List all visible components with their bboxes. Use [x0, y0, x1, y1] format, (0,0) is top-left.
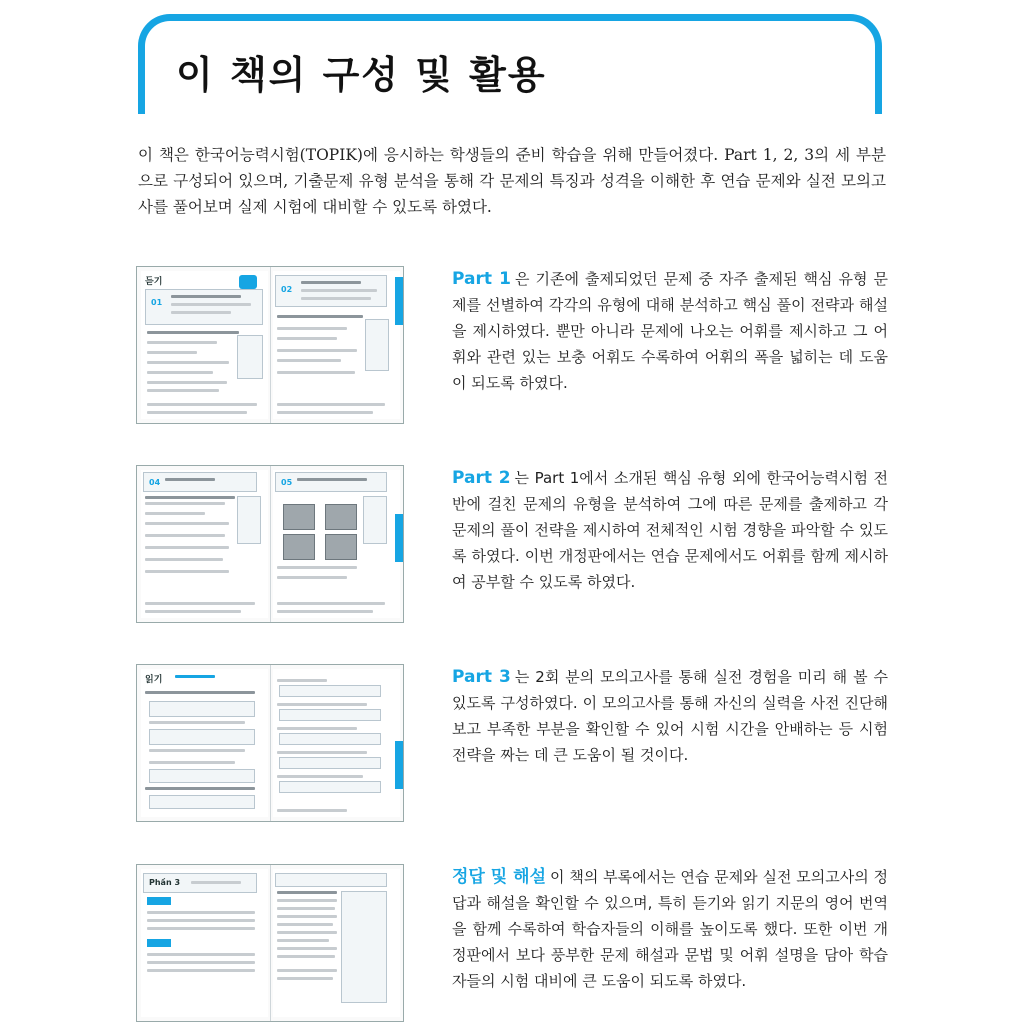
answers-description	[452, 864, 888, 994]
section-part-2	[136, 465, 888, 625]
part-2-label: Part 2	[452, 468, 511, 488]
part-1-description	[452, 266, 888, 396]
part-3-text: 는 2회 분의 모의고사를 통해 실전 경험을 미리 해 볼 수 있도록 구성하였다. 이 모의고사를 통해 자신의 실력을 사전 진단해 보고 부족한 부분을 확인할 수 있어 시험 시간을 안배하는 등 시험 전략을 짜는 데 큰 도움이 될 것이다.	[452, 668, 888, 764]
page-title: 이 책의 구성 및 활용	[176, 53, 547, 97]
part-3-label: Part 3	[452, 667, 511, 687]
part-2-text: 는 Part 1에서 소개된 핵심 유형 외에 한국어능력시험 전반에 걸친 문제의 유형을 분석하여 그에 따른 문제를 출제하고 각 문제의 풀이 전략을 제시하여 전체적인 시험 경향을 파악할 수 있도록 하였다. 이번 개정판에서는 연습 문제에서도 어휘를 함께 제시하여 공부할 수 있도록 하였다.	[452, 469, 888, 591]
thumb-tag-left: 읽기	[145, 675, 163, 685]
section-answers	[136, 864, 888, 1024]
answers-label: 정답 및 해설	[452, 867, 547, 887]
thumb-tag-left: 듣기	[145, 277, 163, 287]
part-3-description	[452, 664, 888, 768]
part-3-page-thumbnail	[136, 664, 404, 822]
part-2-page-thumbnail: 04 05	[136, 465, 404, 623]
answers-text: 이 책의 부록에서는 연습 문제와 실전 모의고사의 정답과 해설을 확인할 수 있으며, 특히 듣기와 읽기 지문의 영어 번역을 함께 수록하여 학습자들의 이해를 높이도록 했다. 또한 이번 개정판에서 보다 풍부한 문제 해설과 문법 및 어휘 설명을 담아 학습자들의 시험 대비에 큰 도움이 되도록 하였다.	[452, 868, 888, 990]
intro-paragraph: 이 책은 한국어능력시험(TOPIK)에 응시하는 학생들의 준비 학습을 위해 만들어졌다. Part 1, 2, 3의 세 부분으로 구성되어 있으며, 기출문제 유형 분석을 통해 각 문제의 특징과 성격을 이해한 후 연습 문제와 실전 모의고사를 풀어보며 실제 시험에 대비할 수 있도록 하였다.	[138, 146, 886, 216]
part-1-text: 은 기존에 출제되었던 문제 중 자주 출제된 핵심 유형 문제를 선별하여 각각의 유형에 대해 분석하고 핵심 풀이 전략과 해설을 제시하였다. 뿐만 아니라 문제에 나오는 어휘를 제시하고 그 어휘와 관련 있는 보충 어휘도 수록하여 어휘의 폭을 넓히는 데 도움이 되도록 하였다.	[452, 270, 889, 392]
thumb-tag-left: Phần 3	[149, 878, 181, 887]
section-part-1	[136, 266, 888, 426]
part-1-label: Part 1	[452, 269, 511, 289]
section-part-3	[136, 664, 888, 824]
answers-page-thumbnail	[136, 864, 404, 1022]
part-1-page-thumbnail: 듣기 01 02	[136, 266, 404, 424]
part-2-description	[452, 465, 888, 595]
